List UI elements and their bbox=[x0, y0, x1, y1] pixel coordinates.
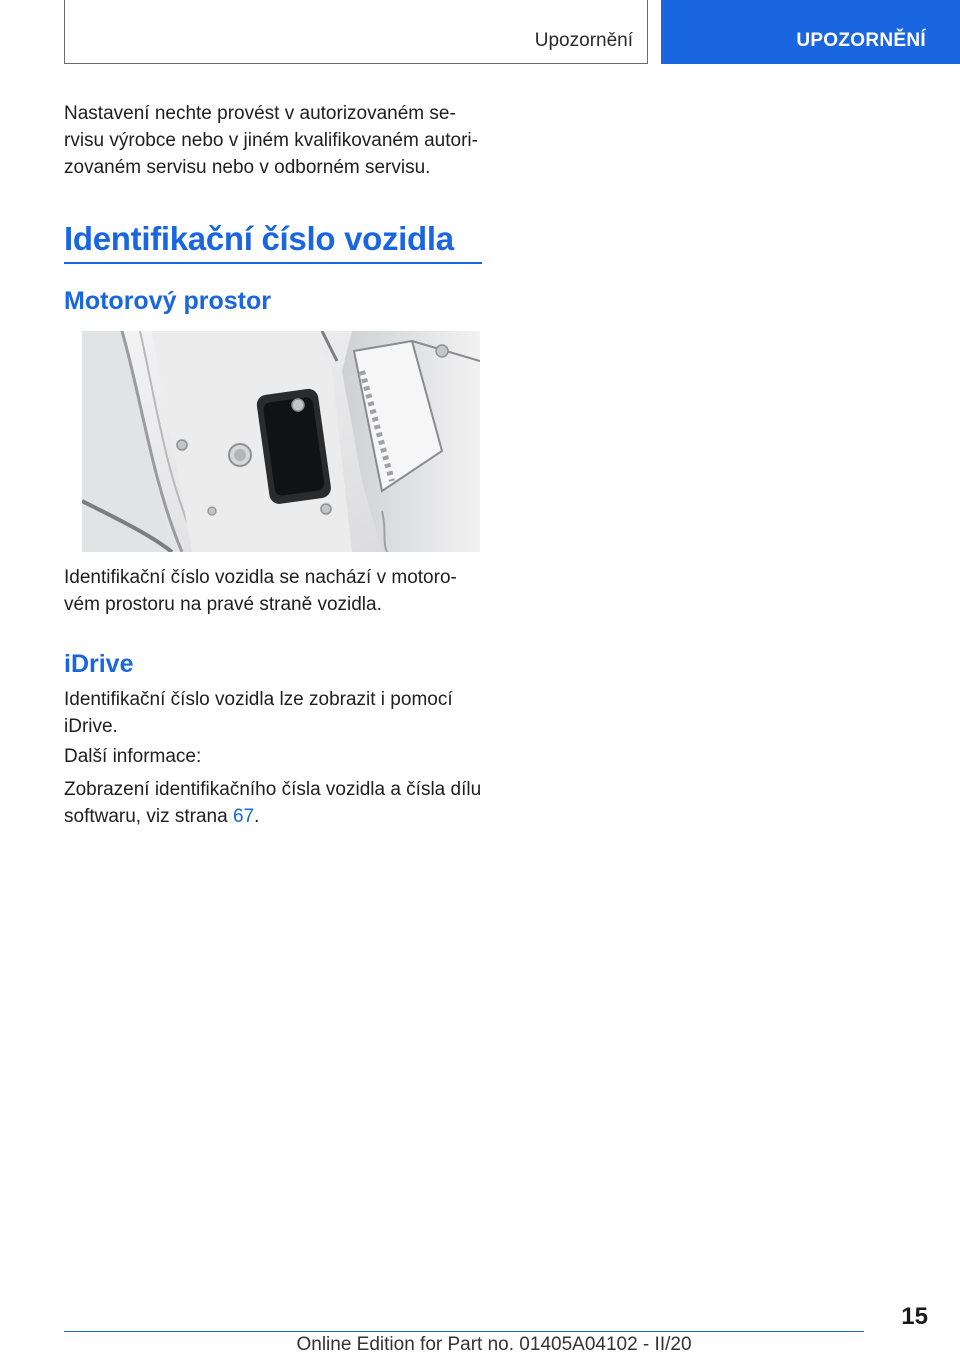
intro-line-3: zovaném servisu nebo v odborném servisu. bbox=[64, 157, 431, 178]
idrive-heading-block bbox=[64, 650, 482, 679]
idrive-p1-line-2: iDrive. bbox=[64, 716, 118, 737]
footer-rule bbox=[64, 1331, 864, 1332]
idrive-paragraph-3 bbox=[64, 776, 482, 830]
header-chapter-tab[interactable]: UPOZORNĚNÍ bbox=[661, 0, 960, 64]
section-header bbox=[64, 220, 482, 264]
header-section-label: Upozornění bbox=[534, 30, 633, 51]
header-frame bbox=[64, 0, 648, 64]
intro-line-1: Nastavení nechte provést v autorizovaném se‐ bbox=[64, 103, 456, 124]
idrive-p3-suffix: . bbox=[254, 806, 260, 827]
caption-line-2: vém prostoru na pravé straně vozidla. bbox=[64, 594, 382, 615]
idrive-more-info: Další informace: bbox=[64, 746, 202, 767]
idrive-paragraph-2 bbox=[64, 743, 482, 770]
caption-line-1: Identifikační číslo vozidla se nachází v motoro‐ bbox=[64, 567, 457, 588]
engine-bay-caption bbox=[64, 564, 482, 618]
page-67-link[interactable]: 67 bbox=[232, 806, 255, 827]
idrive-p3-line-1: Zobrazení identifikačního čísla vozidla a čísla dílu bbox=[64, 779, 482, 800]
engine-bay-heading: Motorový prostor bbox=[64, 287, 271, 315]
idrive-paragraph-1 bbox=[64, 686, 482, 740]
engine-bay-heading-block bbox=[64, 287, 482, 316]
section-title-rule bbox=[64, 262, 482, 264]
idrive-p1-line-1: Identifikační číslo vozidla lze zobrazit i pomocí bbox=[64, 689, 453, 710]
footer-edition-text: Online Edition for Part no. 01405A04102 - II/20 bbox=[296, 1334, 692, 1355]
intro-line-2: rvisu výrobce nebo v jiném kvalifikovaném autori‐ bbox=[64, 130, 478, 151]
idrive-heading: iDrive bbox=[64, 650, 134, 678]
engine-compartment-image bbox=[82, 331, 480, 552]
engine-compartment-illustration-icon bbox=[82, 331, 480, 552]
page-number: 15 bbox=[901, 1303, 928, 1330]
intro-paragraph bbox=[64, 100, 482, 181]
section-title: Identifikační číslo vozidla bbox=[64, 220, 454, 257]
idrive-p3-line-2: softwaru, viz strana bbox=[64, 806, 228, 827]
